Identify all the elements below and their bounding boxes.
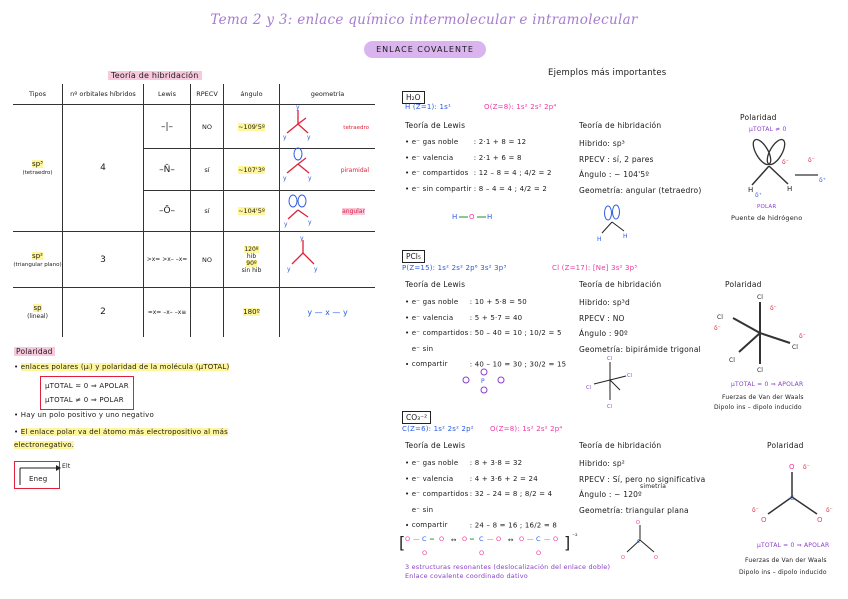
rpecv-cell: sí	[191, 149, 224, 191]
lewis-cell: –Ō–	[144, 191, 191, 232]
geometria-cell: piramidal	[280, 149, 376, 191]
svg-text:Cl: Cl	[586, 385, 591, 391]
svg-text:—: —	[413, 535, 420, 543]
hib-title: Teoría de hibridación	[579, 441, 662, 450]
svg-text:δ⁻: δ⁻	[808, 157, 815, 164]
svg-text:H: H	[452, 213, 458, 221]
svg-text:—: —	[527, 535, 534, 543]
hib-list-pcl5: Hibrido: sp³d RPECV : NO Ángulo : 90º Geometría: bipirámide trigonal	[579, 298, 701, 354]
svg-text:O: O	[553, 535, 559, 543]
pol-note: μTOTAL = 0 ⇒ APOLAR	[731, 381, 804, 388]
svg-text:—: —	[487, 535, 494, 543]
svg-text:y: y	[284, 221, 288, 228]
bullet-2: • Hay un polo positivo y uno negativo	[14, 411, 154, 419]
tipo-cell: sp (lineal)	[13, 288, 63, 337]
polaridad-title-h2o: Polaridad	[740, 113, 777, 122]
svg-text:δ⁺: δ⁺	[755, 192, 762, 199]
svg-text:P: P	[481, 378, 485, 385]
lewis-cell: –|–	[144, 105, 191, 149]
svg-text:O: O	[469, 213, 475, 221]
th-tipos: Tipos	[13, 84, 63, 105]
eneg-right-label: Elt	[62, 463, 71, 470]
svg-text:↔: ↔	[508, 536, 514, 544]
lewis-cell: =x= –x– –x≡	[144, 288, 191, 337]
svg-text:↔: ↔	[451, 536, 457, 544]
svg-text:y: y	[283, 175, 287, 182]
molecule-box-pcl5: PCl₅	[402, 244, 425, 263]
svg-text:Cl: Cl	[729, 357, 735, 364]
svg-text:H: H	[597, 236, 602, 243]
pcl5-polarity-sketch	[714, 294, 806, 374]
examples-header: Ejemplos más importantes	[548, 68, 667, 78]
molecule-box-co3: CO₃⁻²	[402, 405, 431, 424]
table-title: Teoría de hibridación	[108, 71, 202, 80]
hib-list-h2o: Hibrido: sp³ RPECV : sí, 2 pares Ángulo : ~ 104'5º Geometría: angular (tetraedro)	[579, 139, 702, 195]
svg-text:O: O	[405, 535, 411, 543]
svg-text:O: O	[654, 555, 658, 561]
pol-note: Fuerzas de Van der Waals	[722, 394, 804, 401]
angulo-cell: ~107'3º	[238, 165, 265, 174]
rpecv-cell: sí	[191, 191, 224, 232]
svg-text:y: y	[283, 134, 287, 141]
svg-text:O: O	[789, 463, 795, 471]
geometria-cell: tetraedro	[280, 105, 376, 149]
svg-text:H: H	[748, 186, 754, 194]
lewis-list-h2o: • e⁻ gas noble : 2·1 + 8 = 12 • e⁻ valencia : 2·1 + 6 = 8 • e⁻ compartidos : 12 – 8 = 4 ; 4/2 = 2 • e⁻ sin compartir : 8 – 4 = 4 ; 4/2 = 2	[405, 138, 552, 193]
th-rpecv: RPECV	[191, 84, 224, 105]
svg-text:y: y	[308, 219, 312, 226]
co3-resonance-sketch	[399, 533, 578, 557]
th-orbitales: nº orbitales híbridos	[63, 84, 144, 105]
svg-text:δ⁺: δ⁺	[819, 177, 826, 184]
pcl5-lewis-sketch	[463, 369, 504, 393]
svg-text:O: O	[621, 555, 625, 561]
section-badge: ENLACE COVALENTE	[364, 41, 486, 58]
lewis-cell: >x= >x– –x=	[144, 232, 191, 288]
svg-text:H: H	[787, 185, 793, 193]
polaridad-title-co3: Polaridad	[767, 441, 804, 450]
lewis-title: Teoría de Lewis	[405, 441, 466, 450]
svg-text:y: y	[307, 134, 311, 141]
svg-text:H: H	[623, 233, 628, 240]
svg-text:[: [	[399, 533, 406, 552]
h2o-polarity-sketch	[748, 137, 826, 199]
lewis-list-co3: • e⁻ gas noble : 8 + 3·8 = 32 • e⁻ valencia : 4 + 3·6 + 2 = 24 • e⁻ compartidos: 32 – 24 = 8 ; 8/2 = 4 • e⁻ sin compartir : 24 – 8 = 16 ; 16/2 = 8	[405, 459, 557, 529]
orbitales-cell: 3	[63, 232, 144, 288]
svg-text:]: ]	[564, 533, 571, 552]
svg-text:δ⁻: δ⁻	[803, 464, 810, 471]
tipo-cell: sp² (triangular plano)	[13, 232, 63, 288]
svg-text:—: —	[544, 535, 551, 543]
bullet-1: • enlaces polares (μᵢ) y polaridad de la molécula (μTOTAL)	[14, 363, 230, 371]
hib-title: Teoría de hibridación	[579, 280, 662, 289]
rpecv-cell: NO	[191, 105, 224, 149]
svg-text:O: O	[536, 549, 542, 557]
polaridad-title-pcl5: Polaridad	[725, 280, 762, 289]
angulo-cell: ~104'5º	[238, 207, 265, 215]
pol-note: μTOTAL = 0 ⇒ APOLAR	[757, 542, 830, 549]
lewis-list-pcl5: • e⁻ gas noble : 10 + 5·8 = 50 • e⁻ valencia : 5 + 5·7 = 40 • e⁻ compartidos: 50 – 40 = 10 ; 10/2 = 5 • e⁻ sin compartir : 40 – 10 = 30 ; 30/2 = 15	[405, 298, 567, 368]
pol-note: Dipolo ins – dipolo inducido	[739, 569, 827, 576]
svg-text:⁻²: ⁻²	[572, 533, 578, 540]
angulo-cell: ~109'5º	[238, 122, 265, 131]
config-h: H (Z=1): 1s¹	[405, 103, 451, 111]
config-c: C(Z=6): 1s² 2s² 2p²	[402, 425, 474, 433]
co3-3d-sketch	[621, 520, 658, 561]
geometria-cell: y — x — y	[280, 288, 376, 337]
svg-text:C: C	[790, 495, 795, 502]
svg-text:C: C	[637, 539, 641, 545]
pol-note: Fuerzas de Van der Waals	[745, 557, 827, 564]
svg-text:δ⁻: δ⁻	[714, 325, 721, 332]
lewis-cell: –N̄–	[144, 149, 191, 191]
co3-polarity-sketch	[752, 463, 833, 524]
pol-note: Dipolo ins – dipolo inducido	[714, 404, 802, 411]
svg-text:y: y	[300, 235, 304, 242]
rpecv-cell: NO	[191, 232, 224, 288]
svg-text:═: ═	[470, 535, 474, 543]
config-o: O(Z=8): 1s² 2s² 2p⁴	[490, 425, 563, 433]
polaridad-heading: Polaridad	[16, 347, 53, 356]
svg-text:δ⁻: δ⁻	[770, 305, 777, 312]
svg-text:Cl: Cl	[757, 294, 763, 301]
svg-text:O: O	[439, 535, 445, 543]
hib-title: Teoría de hibridación	[579, 121, 662, 130]
svg-text:C: C	[536, 535, 541, 543]
svg-text:O: O	[479, 549, 485, 557]
svg-text:O: O	[519, 535, 525, 543]
svg-text:H: H	[487, 213, 493, 221]
svg-text:O: O	[496, 535, 502, 543]
svg-text:O: O	[636, 520, 640, 526]
tipo-cell: sp³ (tetraedro)	[13, 105, 63, 232]
orbitales-cell: 4	[63, 105, 144, 232]
svg-text:δ⁻: δ⁻	[782, 159, 789, 166]
svg-text:y: y	[308, 175, 312, 182]
pcl5-3d-sketch	[586, 356, 632, 410]
orbitales-cell: 2	[63, 288, 144, 337]
th-angulo: ángulo	[224, 84, 280, 105]
config-p: P(Z=15): 1s² 2s² 2p⁶ 3s² 3p³	[402, 264, 507, 272]
svg-text:═: ═	[430, 535, 434, 543]
svg-text:O: O	[462, 535, 468, 543]
svg-text:C: C	[422, 535, 427, 543]
config-o: O(Z=8): 1s² 2s² 2p⁴	[484, 103, 557, 111]
svg-text:δ⁻: δ⁻	[799, 333, 806, 340]
svg-text:C: C	[479, 535, 484, 543]
hib-extra-note: simetría	[640, 483, 667, 490]
eneg-box: Eneg	[14, 461, 60, 489]
svg-text:Cl: Cl	[607, 356, 612, 362]
svg-text:Cl: Cl	[792, 344, 798, 351]
svg-text:y: y	[314, 266, 318, 273]
svg-text:δ⁻: δ⁻	[752, 507, 759, 514]
resonance-notes: 3 estructuras resonantes (deslocalización del enlace doble) Enlace covalente coordinado dativo	[405, 563, 611, 580]
geometria-cell: angular	[280, 191, 376, 232]
page-title: Tema 2 y 3: enlace químico intermolecular e intramolecular	[210, 12, 638, 28]
svg-text:O: O	[761, 516, 767, 524]
svg-text:δ⁻: δ⁻	[826, 507, 833, 514]
svg-text:y: y	[287, 266, 291, 273]
bullet-3: • El enlace polar va del átomo más electropositivo al más electronegativo.	[14, 428, 229, 449]
lewis-title: Teoría de Lewis	[405, 280, 466, 289]
svg-text:O: O	[422, 549, 428, 557]
angulo-cell: 180º	[243, 308, 260, 317]
angulo-cell: 120º hib 90º sin hib	[224, 232, 280, 288]
svg-text:Cl: Cl	[717, 314, 723, 321]
molecule-box-h2o: H₂O	[402, 85, 425, 104]
pol-note: POLAR	[757, 204, 777, 210]
polarity-box: μTOTAL = 0 ⇒ APOLAR μTOTAL ≠ 0 ⇒ POLAR	[40, 376, 134, 410]
config-cl: Cl (Z=17): [Ne] 3s² 3p⁵	[552, 264, 638, 272]
pol-note: μTOTAL ≠ 0	[749, 126, 787, 133]
h2o-lewis-sketch	[452, 213, 492, 221]
h2o-3d-sketch	[597, 205, 628, 243]
svg-text:O: O	[817, 516, 823, 524]
pol-note: Puente de hidrógeno	[731, 214, 803, 222]
hib-list-co3: Hibrido: sp² RPECV : Sí, pero no significativa Ángulo : ~ 120º Geometría: triangular plana	[579, 459, 706, 515]
svg-text:Cl: Cl	[757, 367, 763, 374]
lewis-title: Teoría de Lewis	[405, 121, 466, 130]
th-geometria: geometría	[280, 84, 376, 105]
svg-text:Cl: Cl	[607, 404, 612, 410]
svg-text:Cl: Cl	[627, 373, 632, 379]
th-lewis: Lewis	[144, 84, 191, 105]
svg-text:y: y	[296, 104, 300, 111]
